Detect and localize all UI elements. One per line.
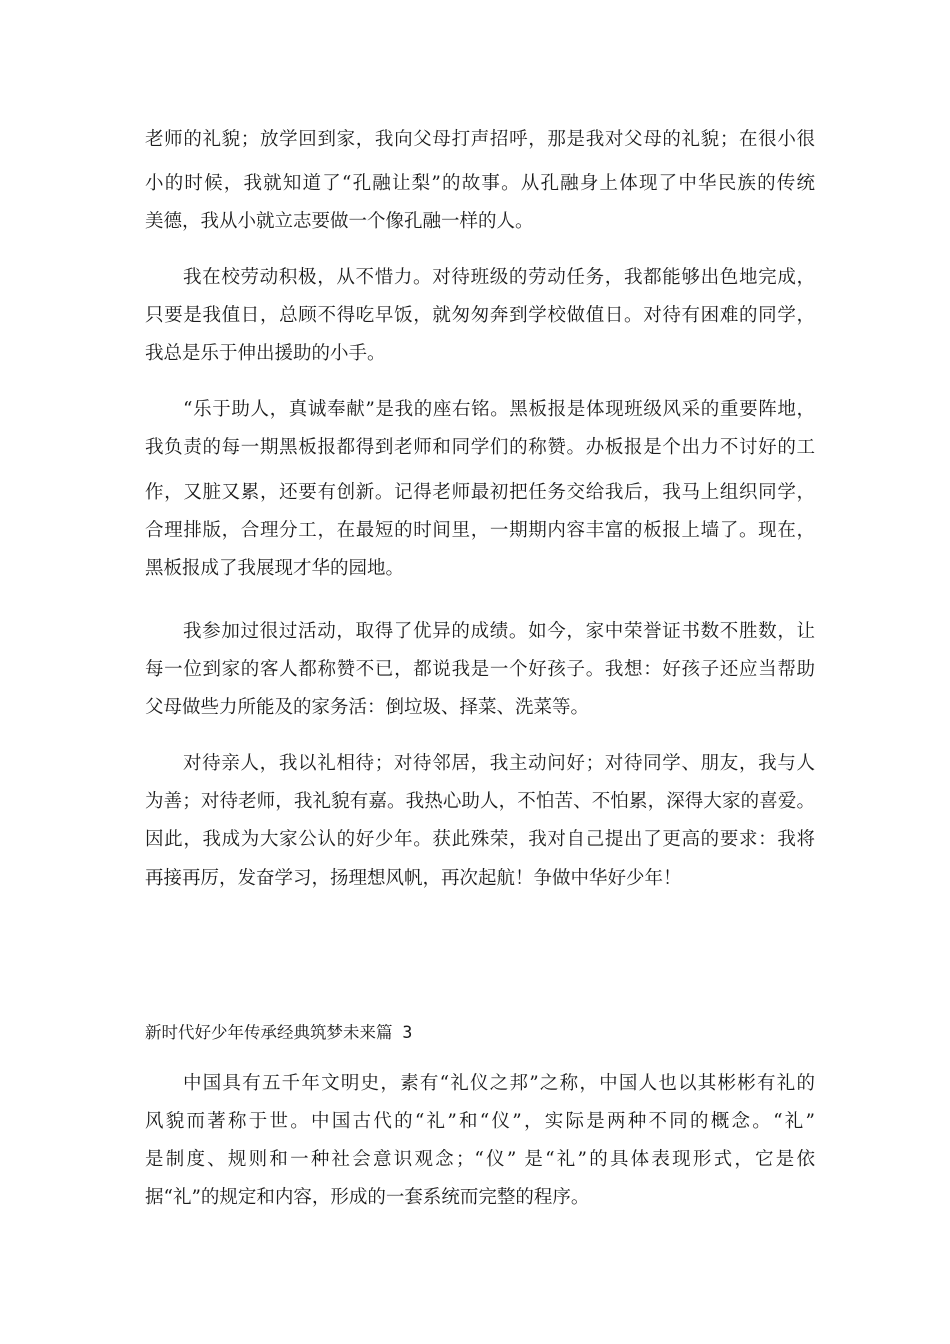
text-line: 我负责的每一期黑板报都得到老师和同学们的称赞。办板报是个出力不讨好的工 bbox=[145, 437, 815, 458]
text-line: 因此，我成为大家公认的好少年。获此殊荣，我对自己提出了更高的要求：我将 bbox=[145, 829, 815, 850]
text-line: 每一位到家的客人都称赞不已，都说我是一个好孩子。我想：好孩子还应当帮助 bbox=[145, 659, 815, 680]
text-line: 中国具有五千年文明史，素有“礼仪之邦”之称，中国人也以其彬彬有礼的 bbox=[183, 1073, 815, 1094]
text-line: 合理排版，合理分工，在最短的时间里，一期期内容丰富的板报上墙了。现在， bbox=[145, 520, 815, 541]
text-line: 黑板报成了我展现才华的园地。 bbox=[145, 558, 405, 579]
text-line: 老师的礼貌；放学回到家，我向父母打声招呼，那是我对父母的礼貌；在很小很 bbox=[145, 129, 815, 150]
text-line: 我总是乐于伸出援助的小手。 bbox=[145, 343, 386, 364]
text-line: 作，又脏又累，还要有创新。记得老师最初把任务交给我后，我马上组织同学， bbox=[145, 482, 815, 503]
text-line: 美德，我从小就立志要做一个像孔融一样的人。 bbox=[145, 211, 534, 232]
text-line: 据“礼”的规定和内容，形成的一套系统而完整的程序。 bbox=[145, 1187, 590, 1208]
text-line: 只要是我值日，总顾不得吃早饭，就匆匆奔到学校做值日。对待有困难的同学， bbox=[145, 305, 815, 326]
section-heading: 新时代好少年传承经典筑梦未来篇 3 bbox=[145, 1023, 413, 1042]
text-line: 小的时候，我就知道了“孔融让梨”的故事。从孔融身上体现了中华民族的传统 bbox=[145, 173, 815, 194]
text-line: 对待亲人，我以礼相待；对待邻居，我主动问好；对待同学、朋友，我与人 bbox=[183, 753, 815, 774]
text-line: 我在校劳动积极，从不惜力。对待班级的劳动任务，我都能够出色地完成， bbox=[183, 267, 815, 288]
text-line: 我参加过很过活动，取得了优异的成绩。如今，家中荣誉证书数不胜数，让 bbox=[183, 621, 815, 642]
text-line: 风貌而著称于世。中国古代的“礼”和“仪”，实际是两种不同的概念。“礼” bbox=[145, 1111, 815, 1132]
text-line: 父母做些力所能及的家务活：倒垃圾、择菜、洗菜等。 bbox=[145, 697, 590, 718]
text-line: 再接再厉，发奋学习，扬理想风帆，再次起航！争做中华好少年！ bbox=[145, 868, 682, 889]
text-line: 是制度、规则和一种社会意识观念；“仪” 是“礼”的具体表现形式，它是依 bbox=[145, 1149, 815, 1170]
text-line: “乐于助人，真诚奉献”是我的座右铭。黑板报是体现班级风采的重要阵地， bbox=[183, 399, 815, 420]
text-line: 为善；对待老师，我礼貌有嘉。我热心助人，不怕苦、不怕累，深得大家的喜爱。 bbox=[145, 791, 815, 812]
